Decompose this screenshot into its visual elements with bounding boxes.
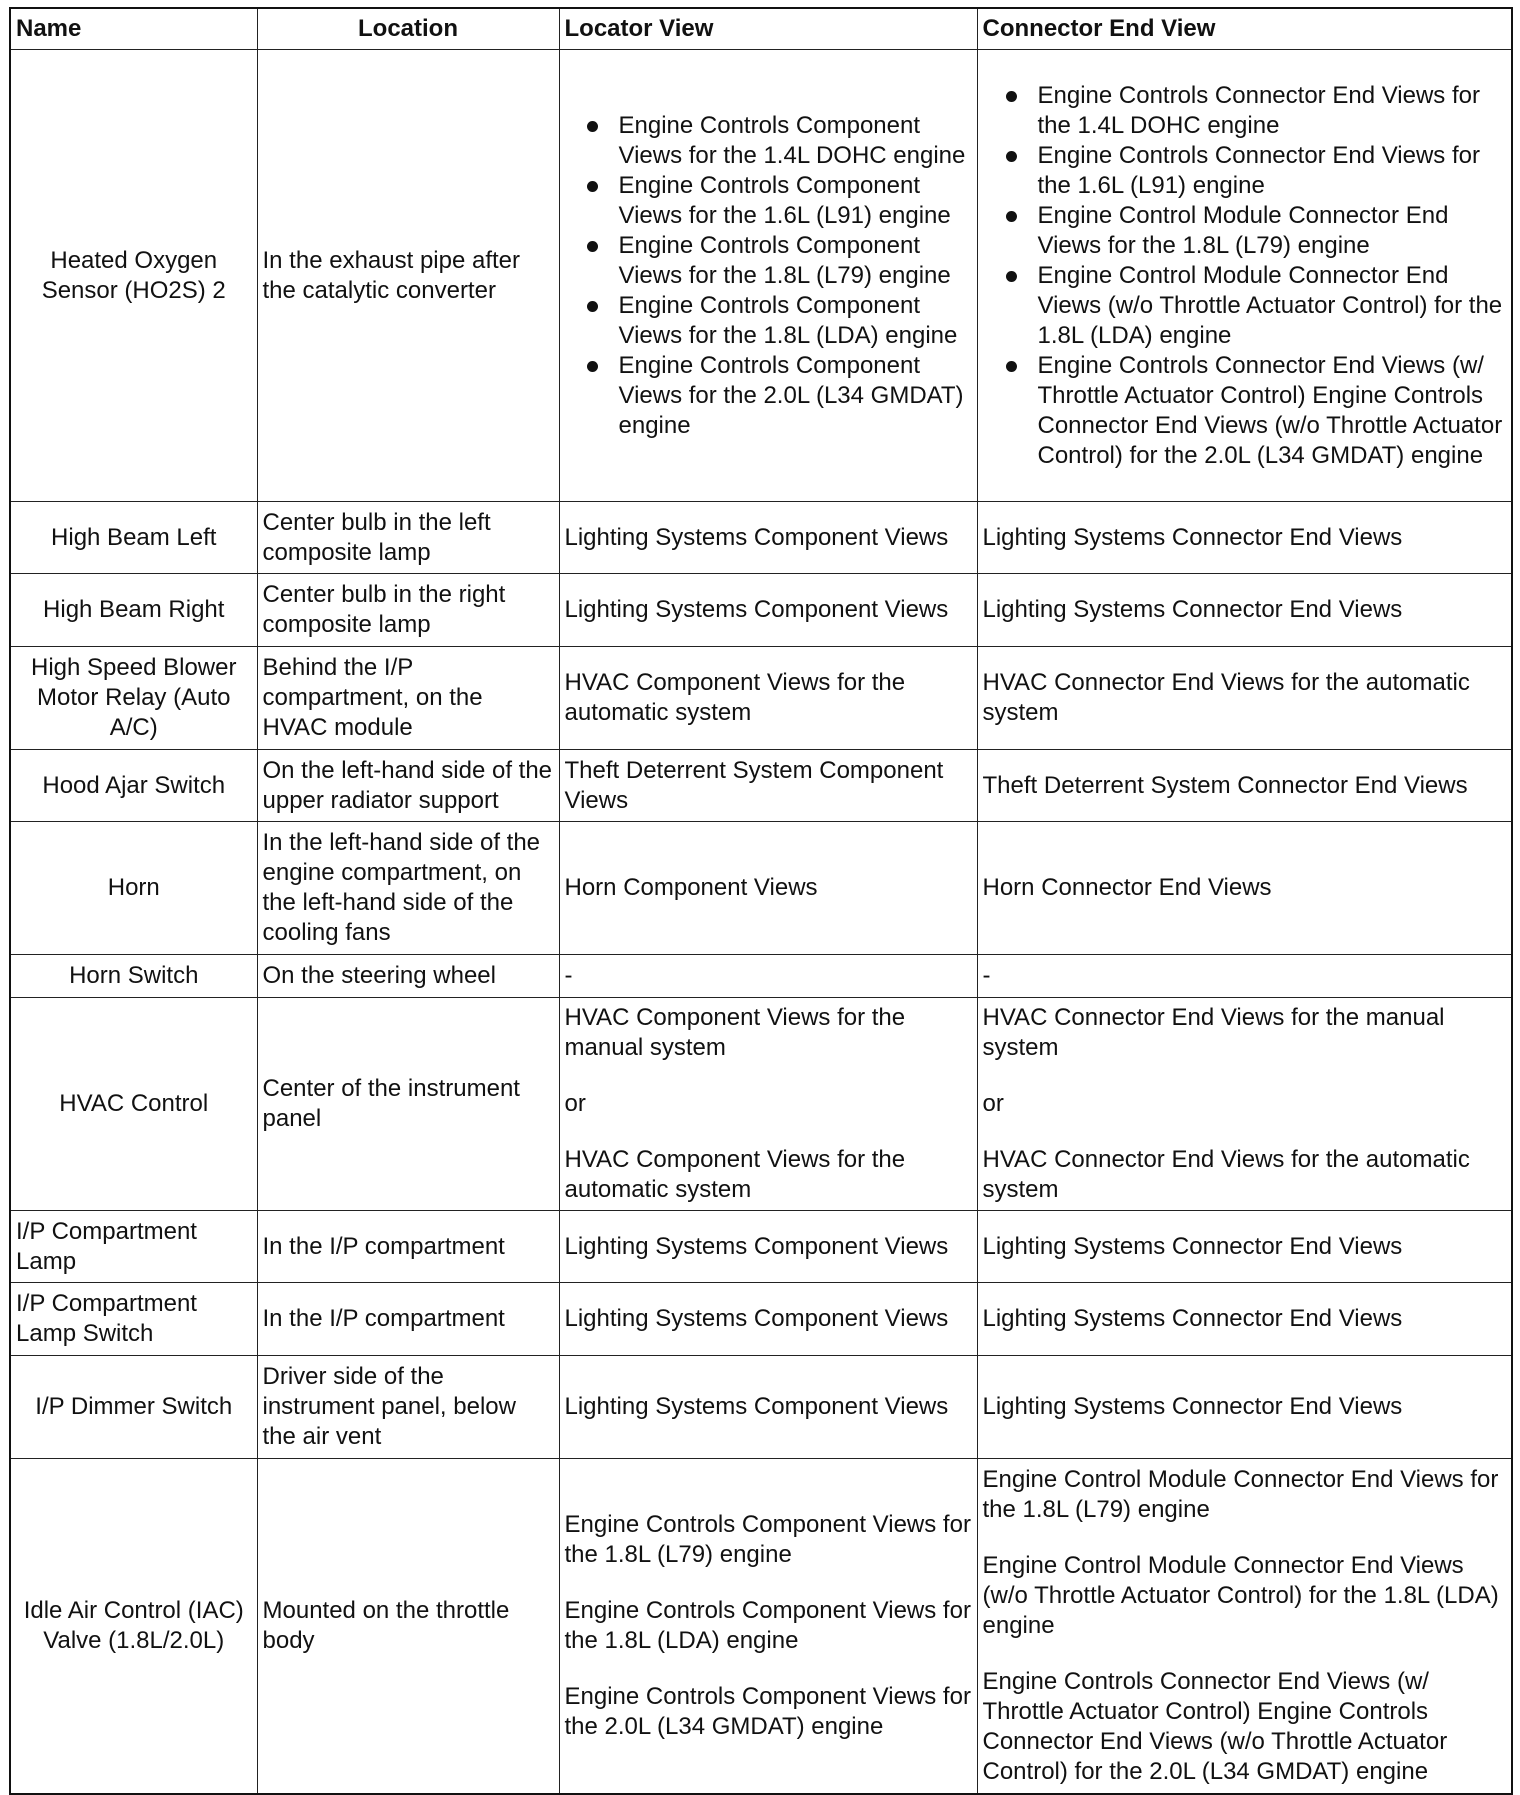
cell-connector-end-view: Lighting Systems Connector End Views [977,1356,1512,1459]
list-item: Engine Controls Connector End Views for the 1.4L DOHC engine [1038,81,1507,141]
header-name: Name [10,8,257,50]
cell-locator-view: - [559,955,977,998]
list-item: Engine Control Module Connector End Views (w/o Throttle Actuator Control) for the 1.8L (LDA) engine [1038,261,1507,351]
cell-locator-view: Lighting Systems Component Views [559,574,977,647]
paragraph: Engine Controls Component Views for the 1.8L (LDA) engine [564,1596,971,1654]
table-row [10,822,1512,955]
cell-location: On the left-hand side of the upper radiator support [257,750,559,822]
header-locator-view: Locator View [559,8,977,50]
list-item: Engine Controls Connector End Views (w/ Throttle Actuator Control) Engine Controls Connector End Views (w/o Throttle Actuator Control) for the 2.0L (L34 GMDAT) engine [1038,351,1507,471]
cell-name: Horn Switch [10,955,257,998]
list-item: Engine Controls Component Views for the 1.8L (L79) engine [619,231,972,291]
cell-name: High Beam Right [10,574,257,647]
cell-name: Heated Oxygen Sensor (HO2S) 2 [10,50,257,502]
paragraph: Engine Control Module Connector End Views (w/o Throttle Actuator Control) for the 1.8L (LDA) engine [982,1551,1499,1639]
paragraph: Engine Controls Component Views for the 1.8L (L79) engine [564,1510,971,1568]
bullet-list [983,81,1507,471]
paragraph: or [564,1090,586,1117]
table-row [10,998,1512,1211]
paragraph: Engine Controls Component Views for the 2.0L (L34 GMDAT) engine [564,1682,971,1740]
list-item: Engine Controls Component Views for the 2.0L (L34 GMDAT) engine [619,351,972,441]
cell-connector-end-view [977,1459,1512,1794]
cell-locator-view: Lighting Systems Component Views [559,1283,977,1356]
table-row [10,647,1512,750]
cell-connector-end-view: HVAC Connector End Views for the automatic system [977,647,1512,750]
paragraph: or [982,1090,1004,1117]
cell-location: Behind the I/P compartment, on the HVAC module [257,647,559,750]
cell-name: Idle Air Control (IAC) Valve (1.8L/2.0L) [10,1459,257,1794]
cell-name: I/P Dimmer Switch [10,1356,257,1459]
cell-name: Horn [10,822,257,955]
table-row [10,1356,1512,1459]
cell-connector-end-view [977,50,1512,502]
header-location: Location [257,8,559,50]
list-item: Engine Control Module Connector End Views for the 1.8L (L79) engine [1038,201,1507,261]
cell-name: I/P Compartment Lamp [10,1211,257,1283]
cell-connector-end-view: Lighting Systems Connector End Views [977,1211,1512,1283]
cell-connector-end-view [977,998,1512,1211]
cell-connector-end-view: Lighting Systems Connector End Views [977,1283,1512,1356]
cell-location: On the steering wheel [257,955,559,998]
cell-location: In the exhaust pipe after the catalytic converter [257,50,559,502]
cell-locator-view: HVAC Component Views for the automatic system [559,647,977,750]
paragraph: HVAC Component Views for the manual system [564,1004,906,1061]
table-row [10,1211,1512,1283]
table-row [10,1283,1512,1356]
cell-name: High Beam Left [10,502,257,574]
cell-locator-view: Horn Component Views [559,822,977,955]
paragraph: Engine Control Module Connector End Views for the 1.8L (L79) engine [982,1465,1499,1523]
bullet-list [565,111,972,441]
list-item: Engine Controls Connector End Views for the 1.6L (L91) engine [1038,141,1507,201]
table-row [10,574,1512,647]
paragraph: HVAC Component Views for the automatic system [564,1146,906,1203]
cell-name: Hood Ajar Switch [10,750,257,822]
table-row [10,1459,1512,1794]
cell-locator-view: Theft Deterrent System Component Views [559,750,977,822]
cell-location: In the left-hand side of the engine compartment, on the left-hand side of the cooling fans [257,822,559,955]
cell-location: Center bulb in the right composite lamp [257,574,559,647]
table-row [10,750,1512,822]
list-item: Engine Controls Component Views for the 1.4L DOHC engine [619,111,972,171]
cell-locator-view [559,50,977,502]
cell-locator-view: Lighting Systems Component Views [559,1356,977,1459]
cell-locator-view: Lighting Systems Component Views [559,502,977,574]
cell-location: Center of the instrument panel [257,998,559,1211]
header-row [10,8,1512,50]
cell-connector-end-view: Lighting Systems Connector End Views [977,502,1512,574]
paragraph: HVAC Connector End Views for the manual system [982,1004,1445,1061]
header-connector-end-view: Connector End View [977,8,1512,50]
cell-locator-view [559,1459,977,1794]
table-row [10,502,1512,574]
cell-name: HVAC Control [10,998,257,1211]
cell-name: I/P Compartment Lamp Switch [10,1283,257,1356]
cell-locator-view [559,998,977,1211]
cell-location: In the I/P compartment [257,1283,559,1356]
cell-name: High Speed Blower Motor Relay (Auto A/C) [10,647,257,750]
cell-location: Center bulb in the left composite lamp [257,502,559,574]
cell-locator-view: Lighting Systems Component Views [559,1211,977,1283]
cell-location: Driver side of the instrument panel, below the air vent [257,1356,559,1459]
paragraph: HVAC Connector End Views for the automatic system [982,1146,1470,1203]
list-item: Engine Controls Component Views for the 1.8L (LDA) engine [619,291,972,351]
table-row [10,955,1512,998]
paragraph: Engine Controls Connector End Views (w/ Throttle Actuator Control) Engine Controls Connector End Views (w/o Throttle Actuator Control) for the 2.0L (L34 GMDAT) engine [982,1667,1448,1785]
cell-location: Mounted on the throttle body [257,1459,559,1794]
list-item: Engine Controls Component Views for the 1.6L (L91) engine [619,171,972,231]
cell-connector-end-view: Horn Connector End Views [977,822,1512,955]
cell-location: In the I/P compartment [257,1211,559,1283]
component-locator-table [9,7,1513,1795]
table-row [10,50,1512,502]
cell-connector-end-view: Theft Deterrent System Connector End Views [977,750,1512,822]
cell-connector-end-view: - [977,955,1512,998]
cell-connector-end-view: Lighting Systems Connector End Views [977,574,1512,647]
